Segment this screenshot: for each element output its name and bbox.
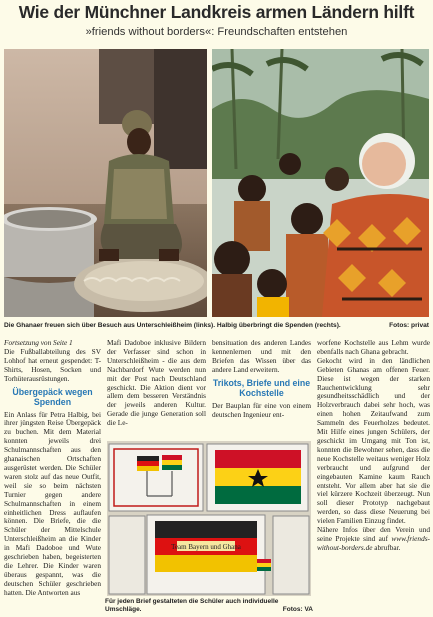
subtitle-uebergepaeck: Übergepäck wegen Spenden: [12, 386, 93, 408]
photo-children-crowd: [212, 49, 429, 317]
col4-paragraph-3: Nähere Infos über den Verein und seine Projekte sind auf www.friends-without-borders.de abrufbar.: [317, 525, 430, 552]
col4-paragraph-2: Gekocht wird in den ländlichen Gebieten Ghanas am offenen Feuer. Diese ist wegen der starken Rauchentwicklung sehr gesundheitsschädlich und der Holzverbrauch dabei sehr hoch, was einen hohen Zeitaufwand zum Sammeln des Feuerholzes bedeutet. Mit Hilfe eines jungen Schülers, der geschickt im Umgang mit Ton ist, konnten die Bewohner sehen, dass die neue Kochstelle weitaus weniger Holz verbraucht und aufgrund der eingebauten Kamine kaum Rauch entsteht. Vor allem aber hat sie die viel kürzere Kochzeit überzeugt. Nun soll dieser Prototyp nachgebaut werden, so dass diese Neuerung bei vielen Familien Einzug findet.: [317, 355, 430, 526]
col2-paragraph-1: Mafi Dadoboe inklusive Bildern der Verfasser sind schon in Unterschleißheim - die aus dem Nachbardorf Wute werden nun mit der Post nach Deutschland geschickt. Die Aktion dient vor allem dem besseren Verständnis der jeweils anderen Kultur. Gerade die junge Generation soll die Le-: [107, 338, 206, 428]
col1-paragraph-1: Die Fußballabteilung des SV Lohhof hat erneut gespendet: T-Shirts, Hosen, Socken und Torhüterausrüstungen.: [4, 346, 101, 383]
drawing-handwritten-text: Team Bayern und Ghana: [171, 543, 241, 551]
article-column-2: [107, 339, 206, 428]
article-column-1: [4, 339, 101, 598]
photo-letter-envelopes: [107, 441, 311, 596]
photo-caption: [4, 322, 429, 329]
col4-paragraph-1: worfene Kochstelle aus Lehm wurde ebenfalls nach Ghana gebracht.: [317, 338, 430, 356]
continuation-note: Fortsetzung von Seite 1: [4, 338, 73, 347]
subheadline: »friends without borders«: Freundschaften entstehen: [85, 26, 348, 38]
headline: Wie der Münchner Landkreis armen Ländern hilft: [18, 2, 415, 22]
drawing-caption-text: Für jeden Brief gestalteten die Schüler auch individuelle Umschläge.: [105, 598, 279, 613]
col3-paragraph-1: bensituation des anderen Landes kennenlernen und mit den Briefen das Wissen über das andere Land erweitern.: [212, 338, 311, 374]
photo-credit: Fotos: privat: [389, 322, 429, 329]
col3-paragraph-2: Der Bauplan für eine von einem deutschen Ingenieur ent-: [212, 400, 311, 419]
article-column-4: [317, 339, 430, 553]
drawing-caption: [105, 598, 313, 614]
article-column-3: [212, 339, 311, 419]
website-link[interactable]: www.friends-without-borders.de: [317, 533, 430, 552]
photo-woman-sorting-fish: [4, 49, 207, 317]
photo-caption-text: Die Ghanaer freuen sich über Besuch aus Unterschleißheim (links). Halbig überbringt die Spenden (rechts).: [4, 322, 341, 329]
subtitle-trikots: Trikots, Briefe und eine Kochstelle: [212, 377, 311, 399]
col1-paragraph-2: Ein Anlass für Petra Halbig, bei ihrer jüngsten Reise Übergepäck zu buchen. Mit dem Material konnten jeweils drei Schulmannschaften aus den ghanaischen Ortschaften ausgerüstet werden. Die Schüler waren stolz auf das neue Outfit, weil sie so beim nächsten Turnier gegen andere Schulmannschaften in einem einheitlichen Dress auflaufen können. Die Briefe, die die Schüler der Mittelschule Unterschleißheim an die Kinder in Mafi Dadoboe und Wute geschrieben haben, begeisterten die Lehrer. Die Kinder waren überaus gespannt, was die deutschen Schüler geschrieben hatten. Die Antworten aus: [4, 409, 101, 597]
drawing-credit: Fotos: VA: [282, 606, 313, 613]
